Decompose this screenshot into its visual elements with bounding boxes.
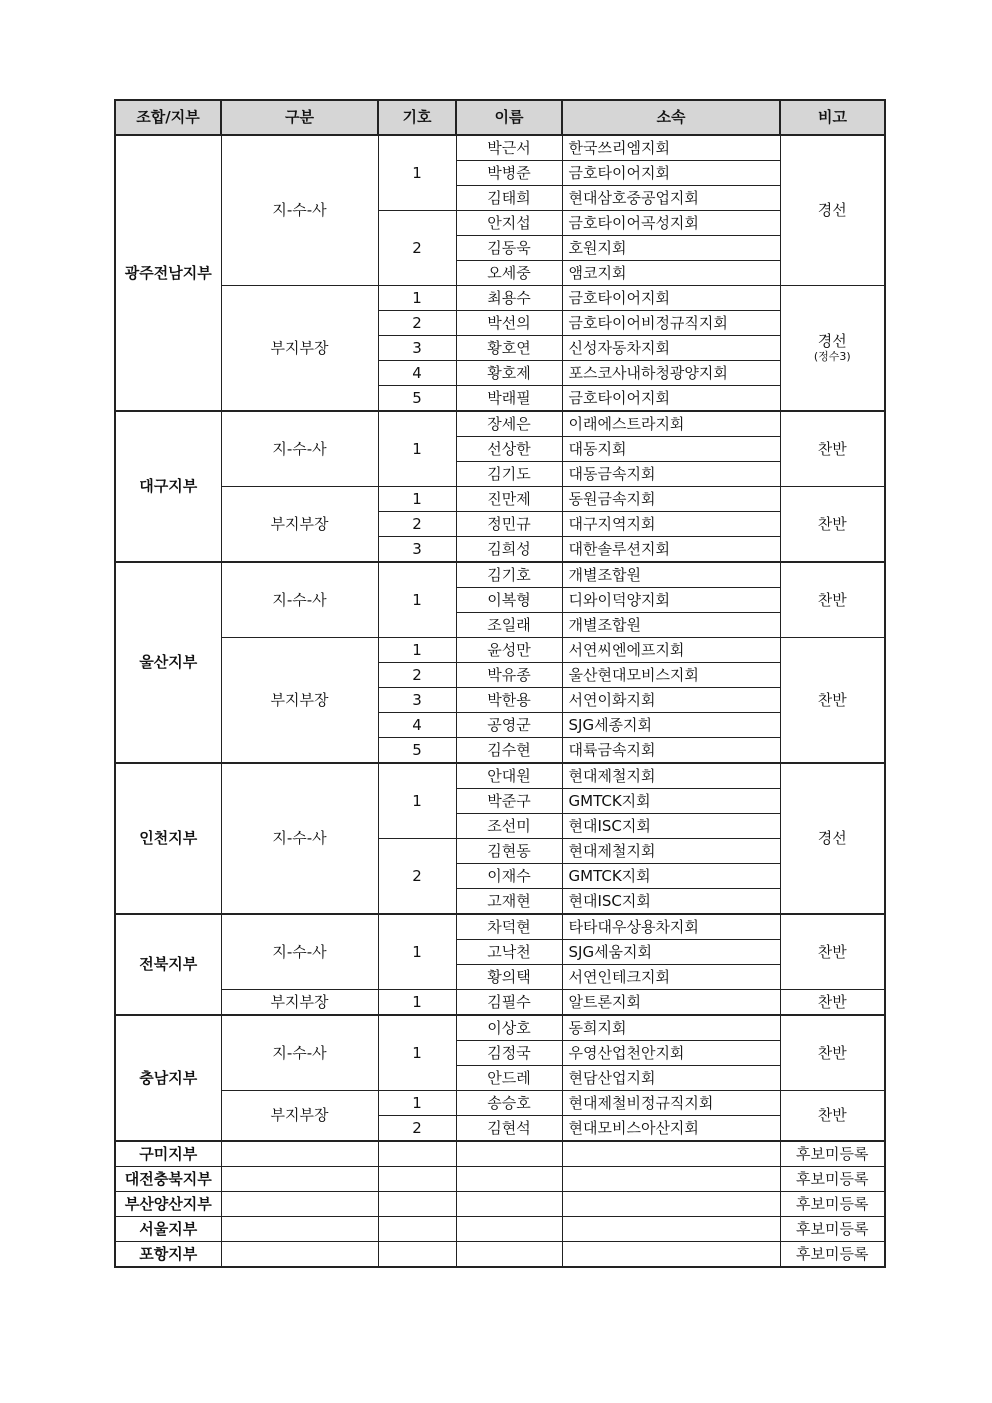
- name-cell: 김태희: [456, 186, 562, 211]
- name-cell: 김기도: [456, 462, 562, 487]
- header-org: 조합/지부: [115, 100, 221, 135]
- table-row: [115, 914, 885, 940]
- name-cell: 선상한: [456, 437, 562, 462]
- name-cell: 황호연: [456, 336, 562, 361]
- number-cell: 2: [378, 1116, 456, 1142]
- name-cell: 박유종: [456, 663, 562, 688]
- number-cell: 1: [378, 1015, 456, 1091]
- name-cell: 박선의: [456, 311, 562, 336]
- table-row: [115, 1217, 885, 1242]
- empty-cell: [562, 1217, 780, 1242]
- category-cell: 지-수-사: [221, 562, 378, 638]
- name-cell: 박병준: [456, 161, 562, 186]
- category-cell: 지-수-사: [221, 914, 378, 990]
- empty-cell: [562, 1167, 780, 1192]
- note-text: 경선: [817, 332, 847, 350]
- note-cell: 경선: [780, 763, 885, 914]
- category-cell: 지-수-사: [221, 763, 378, 914]
- empty-cell: [221, 1242, 378, 1268]
- empty-cell: [456, 1192, 562, 1217]
- empty-cell: [221, 1167, 378, 1192]
- number-cell: 1: [378, 487, 456, 512]
- name-cell: 진만제: [456, 487, 562, 512]
- name-cell: 공영군: [456, 713, 562, 738]
- name-cell: 김동욱: [456, 236, 562, 261]
- org-cell: 충남지부: [115, 1015, 221, 1141]
- empty-cell: [221, 1192, 378, 1217]
- affiliation-cell: 개별조합원: [562, 562, 780, 588]
- name-cell: 고재현: [456, 889, 562, 915]
- table-body: [115, 763, 885, 914]
- header-name: 이름: [456, 100, 562, 135]
- affiliation-cell: 대륙금속지회: [562, 738, 780, 764]
- name-cell: 차덕현: [456, 914, 562, 940]
- name-cell: 박근서: [456, 135, 562, 161]
- table-row: [115, 990, 885, 1016]
- name-cell: 김수현: [456, 738, 562, 764]
- number-cell: 2: [378, 311, 456, 336]
- table-row: [115, 135, 885, 161]
- table-body: [115, 1141, 885, 1267]
- affiliation-cell: 대동지회: [562, 437, 780, 462]
- header-number: 기호: [378, 100, 456, 135]
- table-row: [115, 286, 885, 311]
- name-cell: 윤성만: [456, 638, 562, 663]
- category-cell: 부지부장: [221, 990, 378, 1016]
- affiliation-cell: 현대제철지회: [562, 839, 780, 864]
- table-row: [115, 763, 885, 789]
- category-cell: 지-수-사: [221, 1015, 378, 1091]
- number-cell: 5: [378, 738, 456, 764]
- affiliation-cell: SJG세종지회: [562, 713, 780, 738]
- affiliation-cell: 타타대우상용차지회: [562, 914, 780, 940]
- empty-cell: [378, 1141, 456, 1167]
- table-body: [115, 914, 885, 1015]
- note-cell: 후보미등록: [780, 1242, 885, 1268]
- empty-cell: [221, 1217, 378, 1242]
- header-note: 비고: [780, 100, 885, 135]
- table-row: [115, 487, 885, 512]
- empty-cell: [456, 1217, 562, 1242]
- affiliation-cell: 디와이덕양지회: [562, 588, 780, 613]
- affiliation-cell: 신성자동차지회: [562, 336, 780, 361]
- note-cell: 찬반: [780, 1091, 885, 1142]
- affiliation-cell: 한국쓰리엠지회: [562, 135, 780, 161]
- affiliation-cell: 대동금속지회: [562, 462, 780, 487]
- empty-cell: [562, 1141, 780, 1167]
- number-cell: 1: [378, 562, 456, 638]
- category-cell: 부지부장: [221, 487, 378, 563]
- table-row: [115, 1141, 885, 1167]
- org-cell: 광주전남지부: [115, 135, 221, 411]
- name-cell: 고낙천: [456, 940, 562, 965]
- table-row: [115, 1091, 885, 1116]
- empty-cell: [378, 1167, 456, 1192]
- empty-cell: [562, 1242, 780, 1268]
- affiliation-cell: 대한솔루션지회: [562, 537, 780, 563]
- affiliation-cell: 금호타이어지회: [562, 386, 780, 412]
- category-cell: 부지부장: [221, 286, 378, 412]
- number-cell: 4: [378, 361, 456, 386]
- name-cell: 조선미: [456, 814, 562, 839]
- org-cell: 포항지부: [115, 1242, 221, 1268]
- number-cell: 3: [378, 537, 456, 563]
- empty-cell: [378, 1217, 456, 1242]
- affiliation-cell: 서연인테크지회: [562, 965, 780, 990]
- org-cell: 구미지부: [115, 1141, 221, 1167]
- table-row: [115, 1192, 885, 1217]
- org-cell: 대전충북지부: [115, 1167, 221, 1192]
- org-cell: 서울지부: [115, 1217, 221, 1242]
- table-row: [115, 1167, 885, 1192]
- number-cell: 1: [378, 763, 456, 839]
- empty-cell: [456, 1242, 562, 1268]
- header-category: 구분: [221, 100, 378, 135]
- header-affiliation: 소속: [562, 100, 780, 135]
- number-cell: 2: [378, 839, 456, 915]
- affiliation-cell: 현대제철지회: [562, 763, 780, 789]
- note-cell: [780, 286, 885, 412]
- category-cell: 부지부장: [221, 1091, 378, 1142]
- name-cell: 박한용: [456, 688, 562, 713]
- table-row: [115, 1242, 885, 1268]
- note-cell: 경선: [780, 135, 885, 286]
- affiliation-cell: 현대삼호중공업지회: [562, 186, 780, 211]
- name-cell: 송승호: [456, 1091, 562, 1116]
- empty-cell: [562, 1192, 780, 1217]
- empty-cell: [378, 1192, 456, 1217]
- number-cell: 2: [378, 512, 456, 537]
- table-body: [115, 135, 885, 411]
- number-cell: 1: [378, 914, 456, 990]
- name-cell: 조일래: [456, 613, 562, 638]
- note-cell: 찬반: [780, 411, 885, 487]
- name-cell: 황호제: [456, 361, 562, 386]
- table-row: [115, 562, 885, 588]
- affiliation-cell: 서연씨엔에프지회: [562, 638, 780, 663]
- affiliation-cell: SJG세움지회: [562, 940, 780, 965]
- number-cell: 1: [378, 990, 456, 1016]
- name-cell: 최용수: [456, 286, 562, 311]
- affiliation-cell: 동원금속지회: [562, 487, 780, 512]
- empty-cell: [378, 1242, 456, 1268]
- empty-cell: [221, 1141, 378, 1167]
- number-cell: 4: [378, 713, 456, 738]
- note-cell: 찬반: [780, 487, 885, 563]
- affiliation-cell: 이래에스트라지회: [562, 411, 780, 437]
- number-cell: 1: [378, 1091, 456, 1116]
- table-body: [115, 562, 885, 763]
- affiliation-cell: 현대모비스아산지회: [562, 1116, 780, 1142]
- name-cell: 박준구: [456, 789, 562, 814]
- affiliation-cell: 동희지회: [562, 1015, 780, 1041]
- note-cell: 후보미등록: [780, 1192, 885, 1217]
- affiliation-cell: 포스코사내하청광양지회: [562, 361, 780, 386]
- name-cell: 안지섭: [456, 211, 562, 236]
- note-cell: 찬반: [780, 562, 885, 638]
- affiliation-cell: 현대ISC지회: [562, 889, 780, 915]
- name-cell: 김현석: [456, 1116, 562, 1142]
- table-row: [115, 638, 885, 663]
- name-cell: 김정국: [456, 1041, 562, 1066]
- number-cell: 2: [378, 211, 456, 286]
- table-row: [115, 411, 885, 437]
- number-cell: 1: [378, 286, 456, 311]
- category-cell: 지-수-사: [221, 411, 378, 487]
- name-cell: 박래필: [456, 386, 562, 412]
- name-cell: 장세은: [456, 411, 562, 437]
- number-cell: 2: [378, 663, 456, 688]
- empty-cell: [456, 1141, 562, 1167]
- table-row: [115, 1015, 885, 1041]
- affiliation-cell: 우영산업천안지회: [562, 1041, 780, 1066]
- note-cell: 후보미등록: [780, 1167, 885, 1192]
- name-cell: 오세중: [456, 261, 562, 286]
- org-cell: 울산지부: [115, 562, 221, 763]
- org-cell: 대구지부: [115, 411, 221, 562]
- affiliation-cell: GMTCK지회: [562, 864, 780, 889]
- table-body: [115, 1015, 885, 1141]
- note-cell: 찬반: [780, 638, 885, 764]
- table-header: [115, 100, 885, 135]
- number-cell: 3: [378, 688, 456, 713]
- affiliation-cell: 개별조합원: [562, 613, 780, 638]
- name-cell: 김기호: [456, 562, 562, 588]
- number-cell: 1: [378, 135, 456, 211]
- affiliation-cell: 앰코지회: [562, 261, 780, 286]
- affiliation-cell: GMTCK지회: [562, 789, 780, 814]
- note-cell: 후보미등록: [780, 1141, 885, 1167]
- note-cell: 찬반: [780, 1015, 885, 1091]
- org-cell: 부산양산지부: [115, 1192, 221, 1217]
- number-cell: 1: [378, 638, 456, 663]
- category-cell: 지-수-사: [221, 135, 378, 286]
- affiliation-cell: 현대제철비정규직지회: [562, 1091, 780, 1116]
- affiliation-cell: 금호타이어비정규직지회: [562, 311, 780, 336]
- affiliation-cell: 현담산업지회: [562, 1066, 780, 1091]
- affiliation-cell: 대구지역지회: [562, 512, 780, 537]
- name-cell: 김필수: [456, 990, 562, 1016]
- number-cell: 3: [378, 336, 456, 361]
- affiliation-cell: 울산현대모비스지회: [562, 663, 780, 688]
- name-cell: 안대원: [456, 763, 562, 789]
- note-subtext: (정수3): [813, 350, 851, 363]
- name-cell: 김희성: [456, 537, 562, 563]
- note-cell: 찬반: [780, 914, 885, 990]
- affiliation-cell: 서연이화지회: [562, 688, 780, 713]
- header-row: [115, 100, 885, 135]
- name-cell: 정민규: [456, 512, 562, 537]
- name-cell: 황의택: [456, 965, 562, 990]
- category-cell: 부지부장: [221, 638, 378, 764]
- candidate-table: [114, 99, 886, 1268]
- number-cell: 5: [378, 386, 456, 412]
- name-cell: 안드레: [456, 1066, 562, 1091]
- number-cell: 1: [378, 411, 456, 487]
- table-body: [115, 411, 885, 562]
- affiliation-cell: 호원지회: [562, 236, 780, 261]
- name-cell: 김현동: [456, 839, 562, 864]
- name-cell: 이상호: [456, 1015, 562, 1041]
- affiliation-cell: 알트론지회: [562, 990, 780, 1016]
- affiliation-cell: 금호타이어곡성지회: [562, 211, 780, 236]
- affiliation-cell: 금호타이어지회: [562, 286, 780, 311]
- name-cell: 이재수: [456, 864, 562, 889]
- affiliation-cell: 금호타이어지회: [562, 161, 780, 186]
- org-cell: 인천지부: [115, 763, 221, 914]
- affiliation-cell: 현대ISC지회: [562, 814, 780, 839]
- note-cell: 찬반: [780, 990, 885, 1016]
- note-cell: 후보미등록: [780, 1217, 885, 1242]
- name-cell: 이복형: [456, 588, 562, 613]
- empty-cell: [456, 1167, 562, 1192]
- org-cell: 전북지부: [115, 914, 221, 1015]
